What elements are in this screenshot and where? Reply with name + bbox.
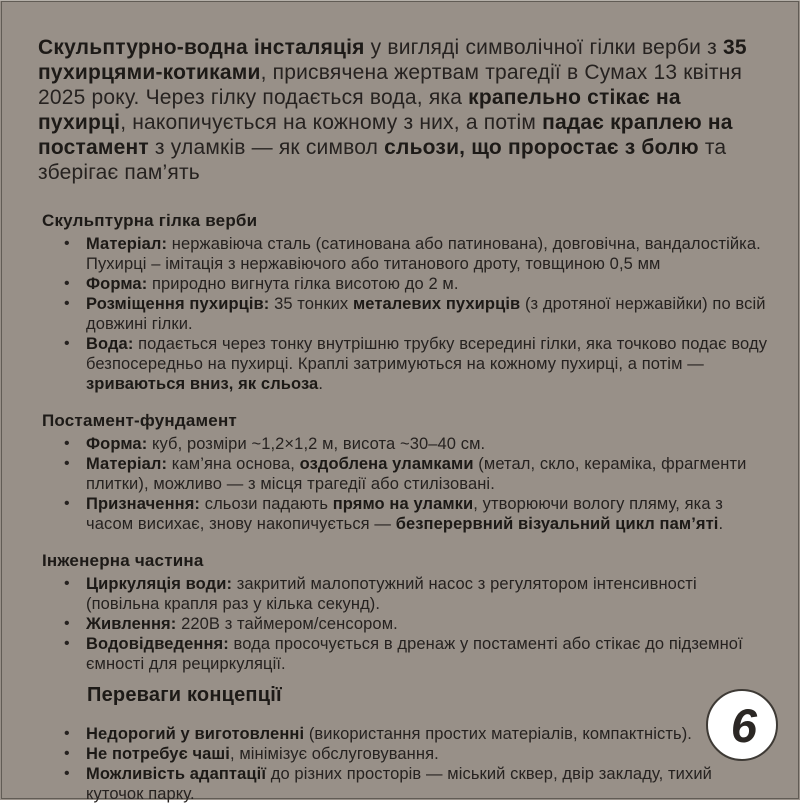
bullet-item <box>42 574 774 614</box>
section-pedestal <box>42 410 774 534</box>
bullet-item <box>42 634 774 674</box>
section-engineering <box>42 550 774 674</box>
bold-text: безперервний візуальний цикл пам’яті <box>395 515 719 533</box>
bold-text: Призначення: <box>86 495 201 513</box>
bullet-item <box>42 454 774 494</box>
bullet-item <box>42 614 774 634</box>
page-number: 6 <box>730 698 758 752</box>
text: . <box>318 375 324 393</box>
bold-text: Циркуляція води: <box>86 575 233 593</box>
text: з уламків — як символ <box>148 136 385 159</box>
bullet-item <box>42 274 774 294</box>
page-number-badge <box>706 689 778 761</box>
bold-text: оздоблена уламками <box>299 455 474 473</box>
bullet-item <box>42 764 774 804</box>
bold-text: Скульптурно-водна інсталяція <box>38 36 365 59</box>
bold-text: Не потребує чаші <box>86 745 230 763</box>
text: (з дротяної нержавійки) по всій довжині гілки. <box>86 295 766 333</box>
text: закритий малопотужний насос з регулятором інтенсивності (повільна крапля раз у кілька секунд). <box>86 575 697 613</box>
text: природно вигнута гілка висотою до 2 м. <box>147 275 459 293</box>
text: , утворюючи вологу пляму, яка з часом висихає, знову накопичується — <box>86 495 723 533</box>
text: , присвячена жертвам трагедії в Сумах 13 квітня 2025 року. Через гілку подається вода, яка <box>38 61 743 109</box>
bold-text: прямо на уламки <box>332 495 474 513</box>
intro-paragraph <box>0 1 800 185</box>
text: вода просочується в дренаж у постаменті або стікає до підземної ємності для рециркуляції. <box>86 635 743 673</box>
section-heading-sculpture-branch: Скульптурна гілка верби <box>42 211 258 230</box>
bullet-list-sculpture-branch <box>42 234 774 394</box>
bullet-list-engineering <box>42 574 774 674</box>
text: подається через тонку внутрішню трубку всередині гілки, яка точково подає воду безпосередньо на пухирці. Краплі затримуються на кожному пухирці, а потім — <box>86 335 768 373</box>
text: у вигляді символічної гілки верби з <box>364 36 723 59</box>
bullet-item <box>42 234 774 274</box>
bold-text: Форма: <box>86 275 148 293</box>
sections <box>42 210 774 804</box>
text: (використання простих матеріалів, компактність). <box>304 725 692 743</box>
text: сльози падають <box>200 495 333 513</box>
section-sculpture-branch <box>42 210 774 394</box>
bold-text: Матеріал: <box>86 235 168 253</box>
bullet-item <box>42 334 774 394</box>
bullet-item <box>42 294 774 334</box>
section-advantages <box>42 683 774 804</box>
bullet-item <box>42 744 774 764</box>
bold-text: Недорогий у виготовленні <box>86 725 305 743</box>
text: та зберігає пам’ять <box>38 136 727 184</box>
bullet-item <box>42 494 774 534</box>
section-heading-engineering: Інженерна частина <box>42 551 204 570</box>
bullet-list-advantages <box>42 724 774 804</box>
bold-text: Живлення: <box>86 615 177 633</box>
bold-text: Розміщення пухирців: <box>86 295 270 313</box>
bullet-item <box>42 434 774 454</box>
text: 35 тонких <box>269 295 353 313</box>
bold-text: Вода: <box>86 335 134 353</box>
text: до різних просторів — міський сквер, двір закладу, тихий куточок парку. <box>86 765 712 803</box>
text: 220В з таймером/сенсором. <box>176 615 398 633</box>
bold-text: Форма: <box>86 435 148 453</box>
text: , мінімізує обслуговування. <box>229 745 439 763</box>
text: , накопичується на кожному з них, а потім <box>120 111 543 134</box>
bold-text: крапельно стікає на пухирці <box>38 86 681 134</box>
bold-text: металевих пухирців <box>352 295 521 313</box>
bold-text: сльози, що проростає з болю <box>384 136 699 159</box>
bold-text: падає краплею на постамент <box>38 111 733 159</box>
text: кам’яна основа, <box>167 455 300 473</box>
bullet-list-pedestal <box>42 434 774 534</box>
bold-text: 35 пухирцями-котиками <box>38 36 747 84</box>
bold-text: зриваються вниз, як сльоза <box>86 375 319 393</box>
bold-text: Можливість адаптації <box>86 765 267 783</box>
bold-text: Матеріал: <box>86 455 168 473</box>
bold-text: Водовідведення: <box>86 635 229 653</box>
text: (метал, скло, кераміка, фрагменти плитки), можливо — з місця трагедії або стилізовані. <box>86 455 747 493</box>
section-heading-advantages: Переваги концепції <box>87 684 282 706</box>
section-heading-pedestal: Постамент-фундамент <box>42 411 237 430</box>
text: куб, розміри ~1,2×1,2 м, висота ~30–40 см. <box>147 435 486 453</box>
text: . <box>718 515 724 533</box>
bullet-item <box>42 724 774 744</box>
text: нержавіюча сталь (сатинована або патинована), довговічна, вандалостійка. Пухирці – імітація з нержавіючого або титанового дроту, товщиною 0,5 мм <box>86 235 761 273</box>
